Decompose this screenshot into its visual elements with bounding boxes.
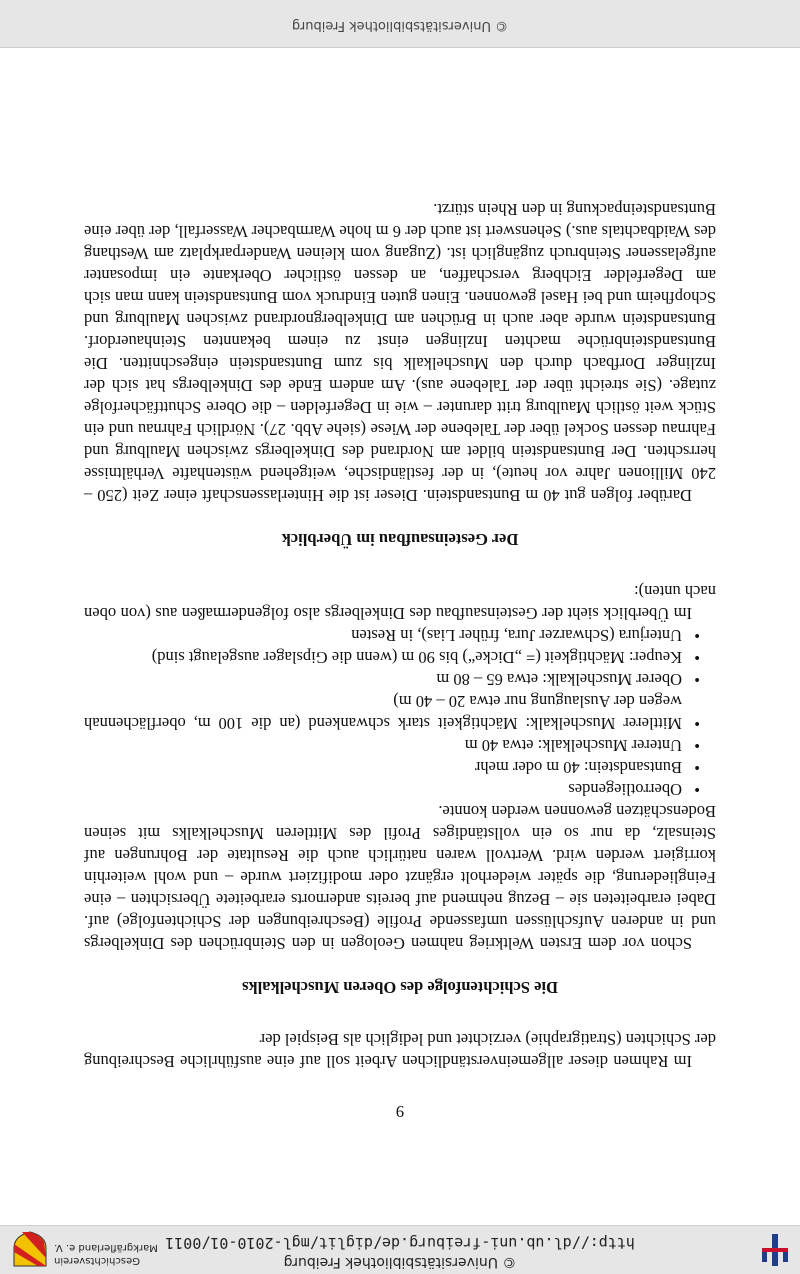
society-name-line: Geschichtsverein [54,1255,140,1266]
list-item: • Oberrotliegendes [84,778,692,800]
copyright-notice: © Universitätsbibliothek Freiburg [283,1254,517,1270]
society-crest-icon[interactable] [10,1230,50,1270]
list-item: • Unterjura (Schwarzer Jura, früher Lias), in Resten [84,624,692,646]
document-url-link[interactable]: http://dl.ub.uni-freiburg.de/diglit/mgl-2010-01/0011 [165,1234,635,1252]
footer-copyright: © Universitätsbibliothek Freiburg [291,18,509,33]
list-item: • Oberer Muschelkalk: etwa 65 – 80 m [84,668,692,690]
rock-layer-list [84,624,716,800]
buntsandstein-paragraph: Darüber folgen gut 40 m Buntsandstein. Dieser ist die Hinterlassenschaft einer Zeit (250 – 240 Millionen Jahre vor heute), in der festländische, weitgehend wüstenhafte Verhältnisse herrschten. Der Buntsandstein bildet am Nordrand des Dinkelbergs zwischen Maulburg und Fahrnau dessen Sockel über der Talebene der Wiese (siehe Abb. 27). Nördlich Fahrnau und ein Stück weit östlich Maulburg tritt darunter – wie in Degerfelden – die Obere Schuttfächerfolge zutage. (Sie streicht über der Talebene aus). Am andern Ende des Dinkelbergs hat sich der Inzlinger Dorfbach durch den Muschelkalk bis zum Buntsandstein eingeschnitten. Die Buntsandsteinbrüche machten Inzlingen einst zu einem bekannten Steinhauerdorf. Buntsandstein wurde aber auch in Brüchen am Dinkelbergnordrand zwischen Maulburg und Schopfheim und bei Hasel gewonnen. Einen guten Eindruck vom Buntsandstein kann man sich am Degerfelder Eichberg verschaffen, an dessen östlicher Oberkante ein imposanter aufgelassener Steinbruch zugänglich ist. (Zugang vom kleinen Wanderparkplatz am Westhang des Waidbachtals aus.) Sehenswert ist auch der 6 m hohe Warmbacher Wasserfall, der über eine Buntsandsteinpackung in den Rhein stürzt. [84,200,716,505]
viewer-header-bar [0,1225,800,1274]
list-item: • Buntsandstein: 40 m oder mehr [84,756,692,778]
page-content [84,198,716,1122]
page-number: 9 [395,1102,405,1121]
society-name [54,1241,254,1267]
society-name-line: Markgräflerland e. V. [54,1242,158,1253]
section-heading: Der Gesteinsaufbau im Überblick [281,530,519,549]
list-item: • Unterer Muschelkalk: etwa 40 m [84,734,692,756]
viewer-footer-bar [0,0,800,48]
list-item: • Mittlerer Muschelkalk: Mächtigkeit stark schwankend (an die 100 m, oberflächennah wegen der Auslaugung nur etwa 20 – 40 m) [84,690,692,734]
intro-paragraph: Im Rahmen dieser allgemeinverständlichen Arbeit soll auf eine ausführliche Beschreibung der Schichten (Stratigraphie) verzichtet und lediglich als Beispiel der [84,1030,716,1071]
overview-intro-paragraph: Im Überblick sieht der Gesteinsaufbau des Dinkelbergs also folgendermaßen aus (von oben nach unten): [84,582,716,623]
profile-paragraph: Schon vor dem Ersten Weltkrieg nahmen Geologen in den Steinbrüchen des Dinkelbergs und in anderen Aufschlüssen umfassende Profile (Beschreibungen der Schichtenfolge) auf. Dabei erarbeiteten sie – Bezug nehmend auf bereits andernorts erarbeitete Übersichten – eine Feingliederung, die später wiederholt ergänzt oder modifiziert wurde – und wohl weiterhin korrigiert werden wird. Wertvoll waren natürlich auch die Resultate der Bohrungen auf Steinsalz, da nur so ein vollständiges Profil des Mittleren Muschelkalks mit seinen Bodenschätzen gewonnen werden konnte. [84,802,716,953]
section-heading: Die Schichtenfolge des Oberen Muschelkalks [242,978,558,997]
list-item: • Keuper: Mächtigkeit (= „Dicke“) bis 90 m (wenn die Gipslager ausgelaugt sind) [84,646,692,668]
